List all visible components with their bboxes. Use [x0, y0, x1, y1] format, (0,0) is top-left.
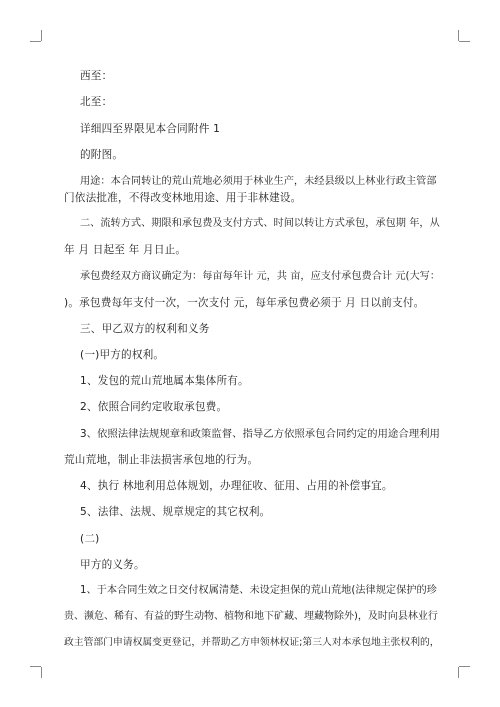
crop-mark-bottom-right-horizontal [459, 666, 470, 667]
crop-mark-bottom-right-vertical [458, 667, 459, 678]
paragraph-line: 三、甲乙双方的权利和义务 [80, 323, 210, 335]
crop-mark-top-right-horizontal [459, 41, 470, 42]
paragraph-line: )。承包费每年支付一次，一次支付 元，每年承包费必须于 月 日以前支付。 [64, 297, 425, 309]
crop-mark-top-right-vertical [458, 30, 459, 41]
paragraph-line: 北至： [80, 96, 113, 108]
paragraph-line: 1、发包的荒山荒地属本集体所有。 [80, 375, 249, 387]
paragraph-line: 甲方的义务。 [80, 559, 145, 571]
paragraph-line: 门依法批准，不得改变林地用途、用于非林建设。 [64, 192, 302, 204]
paragraph-line: 5、法律、法规、规章规定的其它权利。 [80, 506, 271, 518]
crop-mark-top-left-vertical [41, 30, 42, 41]
paragraph-line: 1、于本合同生效之日交付权属清楚、未设定担保的荒山荒地(法律规定保护的珍 [80, 585, 437, 596]
paragraph-line: 2、依照合同约定收取承包费。 [80, 401, 228, 413]
paragraph-line: 详细四至界限见本合同附件 1 [80, 123, 221, 135]
paragraph-line: (一)甲方的权利。 [80, 349, 165, 361]
paragraph-line: 3、依照法律法规规章和政策监督、指导乙方依照承包合同约定的用途合理利用 [80, 428, 440, 440]
paragraph-line: 年 月 日起至 年 月日止。 [64, 244, 187, 256]
paragraph-line: 的附图。 [80, 149, 124, 161]
paragraph-line: (二) [80, 533, 100, 545]
paragraph-line: 用途：本合同转让的荒山荒地必须用于林业生产，未经县级以上林业行政主管部 [80, 176, 437, 187]
crop-mark-bottom-left-horizontal [30, 666, 41, 667]
crop-mark-bottom-left-vertical [41, 667, 42, 678]
paragraph-line: 二、流转方式、期限和承包费及支付方式、时间以转让方式承包，承包期 年，从 [80, 218, 440, 229]
paragraph-line: 西至： [80, 70, 113, 82]
paragraph-line: 贵、濒危、稀有、有益的野生动物、植物和地下矿藏、埋藏物除外)，及时向县林业行 [64, 611, 438, 622]
paragraph-line: 承包费经双方商议确定为：每亩每年计 元，共 亩，应支付承包费合计 元(大写： [80, 271, 441, 282]
crop-mark-top-left-horizontal [30, 41, 41, 42]
paragraph-line: 荒山荒地，制止非法损害承包地的行为。 [64, 454, 259, 466]
paragraph-line: 政主管部门申请权属变更登记，并帮助乙方申领林权证;第三人对本承包地主张权利的， [64, 637, 440, 648]
paragraph-line: 4、执行 林地利用总体规划，办理征收、征用、占用的补偿事宜。 [80, 480, 393, 492]
